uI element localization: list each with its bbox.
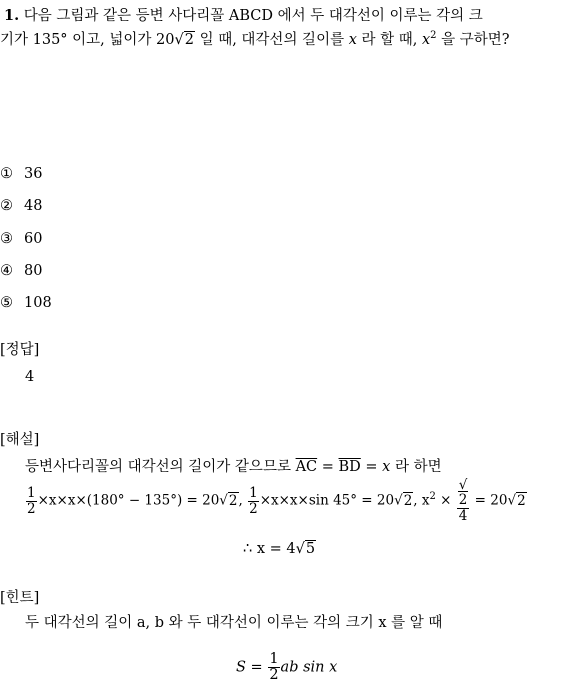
hint-formula bbox=[236, 652, 337, 683]
formula-part-4: = 20 bbox=[470, 492, 508, 509]
sqrt-symbol: √ bbox=[507, 492, 517, 509]
choice-4-value: 80 bbox=[24, 263, 43, 279]
var-x: x bbox=[382, 459, 391, 475]
choice-5-mark: ⑤ bbox=[0, 295, 13, 311]
var-x-squared: x bbox=[421, 32, 431, 48]
var-x: x bbox=[348, 32, 357, 48]
question-number: 1. bbox=[4, 7, 20, 24]
choice-1-value: 36 bbox=[24, 166, 43, 182]
question-line-1 bbox=[4, 9, 483, 24]
choice-2-mark: ② bbox=[0, 198, 13, 214]
formula-part-2: ×x×x×sin 45° = 20 bbox=[259, 492, 395, 509]
sqrt-symbol: √ bbox=[219, 492, 228, 509]
sqrt-radicand: 2 bbox=[184, 32, 194, 48]
hint-line-1: 두 대각선의 길이 a, b 와 두 대각선이 이루는 각의 크기 x 를 알 때 bbox=[25, 615, 443, 631]
choice-1[interactable] bbox=[0, 167, 42, 182]
formula-part-1: ×x×x×(180° − 135°) = 20 bbox=[37, 492, 220, 509]
times: × bbox=[435, 492, 456, 509]
fraction-half-2: $\frac{1}{2}$ bbox=[249, 484, 258, 517]
explanation-heading: [해설] bbox=[0, 432, 40, 448]
explanation-text-1-end: 라 하면 bbox=[390, 459, 442, 475]
fraction-half: $\frac{1}{2}$ bbox=[27, 484, 36, 517]
choice-3[interactable] bbox=[0, 232, 42, 247]
question-text-2b: 일 때, 대각선의 길이를 bbox=[194, 32, 349, 48]
choice-2[interactable] bbox=[0, 199, 42, 214]
choice-1-mark: ① bbox=[0, 166, 13, 182]
choice-5-value: 108 bbox=[24, 295, 52, 311]
equals-1: = bbox=[317, 459, 339, 475]
sqrt-symbol: √ bbox=[174, 32, 184, 48]
sqrt-symbol: √ bbox=[295, 541, 305, 557]
explanation-line-1 bbox=[25, 460, 442, 475]
exponent: 2 bbox=[430, 30, 437, 41]
sqrt-radicand: 2 bbox=[403, 492, 413, 509]
choice-3-value: 60 bbox=[24, 231, 43, 247]
sqrt-radicand: 5 bbox=[305, 541, 316, 557]
question-text-1: 다음 그림과 같은 등변 사다리꼴 ABCD 에서 두 대각선이 이루는 각의 크 bbox=[23, 8, 483, 24]
choice-4[interactable] bbox=[0, 264, 42, 279]
sqrt-radicand: 2 bbox=[517, 492, 526, 509]
formula-part-3: , x bbox=[413, 492, 430, 509]
segment-ac: $\overline{AC}$ bbox=[295, 459, 318, 475]
choice-3-mark: ③ bbox=[0, 231, 13, 247]
choice-2-value: 48 bbox=[24, 198, 43, 214]
answer-value: 4 bbox=[25, 369, 35, 385]
sqrt-symbol: √ bbox=[394, 492, 403, 509]
area-symbol: S = bbox=[236, 659, 268, 676]
equals-2: = bbox=[360, 459, 383, 475]
fraction-half: $\frac{1}{2}$ bbox=[269, 651, 279, 683]
sqrt-radicand: 2 bbox=[228, 492, 238, 509]
exponent: 2 bbox=[429, 490, 436, 502]
question-text-2c: 라 할 때, bbox=[356, 32, 422, 48]
explanation-conclusion bbox=[243, 542, 316, 557]
question-line-2 bbox=[0, 30, 510, 48]
area-formula-rest: ab sin x bbox=[280, 659, 338, 676]
choice-5[interactable] bbox=[0, 296, 52, 311]
segment-bd: $\overline{BD}$ bbox=[338, 459, 361, 475]
answer-heading: [정답] bbox=[0, 342, 40, 358]
explanation-formula-line bbox=[25, 478, 527, 524]
choice-4-mark: ④ bbox=[0, 263, 13, 279]
formula-sep: , bbox=[238, 492, 248, 509]
question-text-2d: 을 구하면? bbox=[436, 32, 510, 48]
therefore-text: ∴ x = 4 bbox=[243, 541, 296, 557]
hint-heading: [힌트] bbox=[0, 590, 40, 606]
explanation-text-1: 등변사다리꼴의 대각선의 길이가 같으므로 bbox=[25, 459, 296, 475]
question-text-2a: 기가 135° 이고, 넓이가 20 bbox=[0, 32, 175, 48]
fraction-sqrt2-over-4: √ 2 4 bbox=[458, 477, 468, 524]
